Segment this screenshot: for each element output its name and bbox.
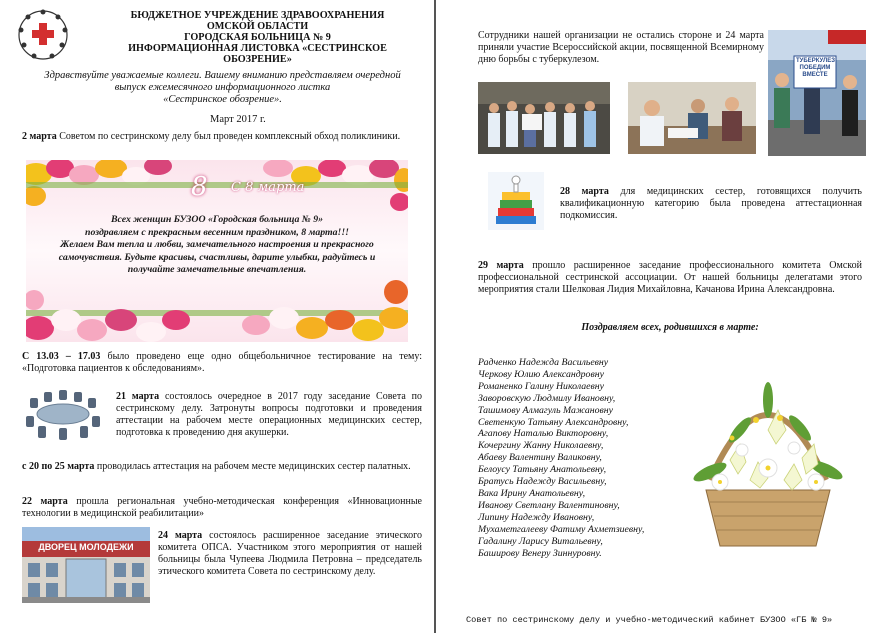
item-date: С 13.03 – 17.03 [22, 351, 101, 362]
left-item-5 [22, 496, 422, 520]
hospital-logo [12, 8, 74, 62]
item-text: прошла региональная учебно-методическая конференция «Инновационные технологии в медицинской реабилитации» [22, 496, 422, 519]
list-item: Вака Ирину Анатольевну, [478, 487, 586, 499]
banner-title: 8 [191, 172, 208, 202]
item-date: 21 марта [116, 391, 160, 402]
list-item: Агапову Наталью Викторовну, [478, 428, 609, 440]
footer: Совет по сестринскому делу и учебно-методический кабинет БУЗОО «ГБ № 9» [466, 615, 833, 625]
poster-text: ТУБЕРКУЛЕЗ ПОБЕДИМ ВМЕСТЕ [796, 58, 835, 78]
item-date: с 20 по 25 марта [22, 461, 95, 472]
greeting-line: «Сестринское обозрение». [163, 94, 282, 105]
books-figure-image [488, 172, 544, 230]
left-item-6 [158, 530, 422, 578]
left-item-2 [22, 351, 422, 375]
right-item-3 [478, 260, 862, 296]
building-sign: ДВОРЕЦ МОЛОДЕЖИ [38, 542, 134, 552]
birthday-congrats: Поздравляем всех, родившихся в марте: [581, 322, 759, 333]
item-text: состоялось расширенное заседание этического комитета ОПСА. Участником этого мероприятия от нашей больницы была Чупеева Людмила Петровна – председатель этического комитета Совета по сестринскому делу. [158, 530, 422, 577]
banner-text [26, 214, 408, 277]
item-text: Советом по сестринскому делу был проведен комплексный обход поликлиники. [56, 131, 401, 142]
left-item-3 [116, 391, 422, 439]
list-item: Романенко Галину Николаевну [478, 380, 604, 392]
item-text: было проведено еще одно общебольничное тестирование на тему: «Подготовка пациентов к обследованиям». [22, 351, 422, 374]
banner-title-text: С 8 марта [231, 180, 305, 195]
banner-line: самочувствия. Будьте красивы, счастливы, дарите улыбки, радуйтесь и [58, 251, 376, 263]
list-item: Белоусу Татьяну Анатольевну, [478, 464, 607, 476]
issue-date: Март 2017 г. [210, 114, 266, 125]
list-item: Черкову Юлию Александровну [478, 368, 604, 380]
newsletter-header [95, 10, 420, 65]
list-item: Кочергину Жанну Николаевну, [478, 440, 604, 452]
tuberculosis-action-photo [768, 30, 866, 156]
list-item: Радченко Надежда Васильевну [478, 357, 609, 368]
staff-group-photo [478, 82, 610, 154]
list-item: Гадалину Ларису Витальевну, [478, 535, 603, 547]
list-item: Баширову Венеру Зиннуровну. [478, 547, 602, 559]
item-date: 29 марта [478, 260, 524, 271]
list-item: Светенкую Татьяну Александровну, [478, 416, 629, 428]
header-line: БЮДЖЕТНОЕ УЧРЕЖДЕНИЕ ЗДРАВООХРАНЕНИЯ [130, 10, 385, 21]
list-item: Иванову Светлану Валентиновну, [478, 499, 620, 511]
item-text: Сотрудники нашей организации не остались стороне и 24 марта приняли участие Всероссийской акции, посвященной Всемирному дню борьбы с туберкулезом. [478, 30, 764, 65]
page-divider [434, 0, 436, 633]
consultation-photo [628, 82, 756, 154]
item-date: 22 марта [22, 496, 68, 507]
banner-line: получайте замечательные впечатления. [127, 264, 307, 275]
banner-line: Желаем Вам тепла и любви, замечательного настроения и прекрасного [60, 239, 374, 250]
march-8-banner [26, 160, 408, 342]
header-line: ИНФОРМАЦИОННАЯ ЛИСТОВКА «СЕСТРИНСКОЕ ОБОЗРЕНИЕ» [128, 43, 387, 65]
item-date: 2 марта [22, 131, 57, 142]
header-line: ГОРОДСКАЯ БОЛЬНИЦА № 9 [184, 32, 331, 43]
right-item-1 [478, 30, 764, 66]
item-text: состоялось очередное в 2017 году заседание Совета по сестринскому делу. Затронуты вопросы подготовки и проведения аттестации на рабочем месте операционных медицинских сестер, подготовка к проведению дня акушерки. [116, 391, 422, 438]
banner-line: поздравляем с прекрасным весенним праздником, 8 марта!!! [85, 226, 349, 238]
left-item-1 [22, 131, 422, 143]
list-item: Мухаметгалееву Фатиму Ахметзиевну, [478, 523, 645, 535]
list-item: Братусь Надежду Васильевну, [478, 476, 607, 488]
header-line: ОМСКОЙ ОБЛАСТИ [206, 21, 309, 32]
greeting-line: выпуск ежемесячного информационного листка [114, 82, 331, 93]
list-item: Ташимову Алмагуль Мажановну [478, 404, 614, 416]
item-text: для медицинских сестер, готовящихся получить квалификационную категорию была проведена аттестационная подкомиссия. [560, 186, 862, 221]
meeting-table-image [22, 390, 104, 442]
greeting [25, 70, 420, 106]
youth-palace-photo [22, 527, 150, 603]
right-item-2 [560, 186, 862, 222]
left-item-4 [22, 461, 422, 473]
item-date: 24 марта [158, 530, 203, 541]
banner-line: Всех женщин БУЗОО «Городская больница № 9» [110, 214, 324, 225]
item-text: проводилась аттестация на рабочем месте медицинских сестер палатных. [94, 461, 411, 472]
flower-basket-image [680, 360, 856, 554]
item-text: прошло расширенное заседание профессионального комитета Омской профессиональной сестринской ассоциации. От нашей больницы делегатами этого мероприятия стали Шелковая Лидия Михайловна, Качанова Ирина Александровна. [478, 260, 862, 295]
list-item: Абаеву Валентину Валиковну, [478, 452, 602, 464]
greeting-line: Здравствуйте уважаемые коллеги. Вашему вниманию представляем очередной [44, 70, 401, 81]
list-item: Липину Надежду Ивановну, [478, 511, 595, 523]
item-date: 28 марта [560, 186, 609, 197]
list-item: Заворовскую Людмилу Ивановну, [478, 392, 616, 404]
birthday-names-list [478, 357, 644, 559]
